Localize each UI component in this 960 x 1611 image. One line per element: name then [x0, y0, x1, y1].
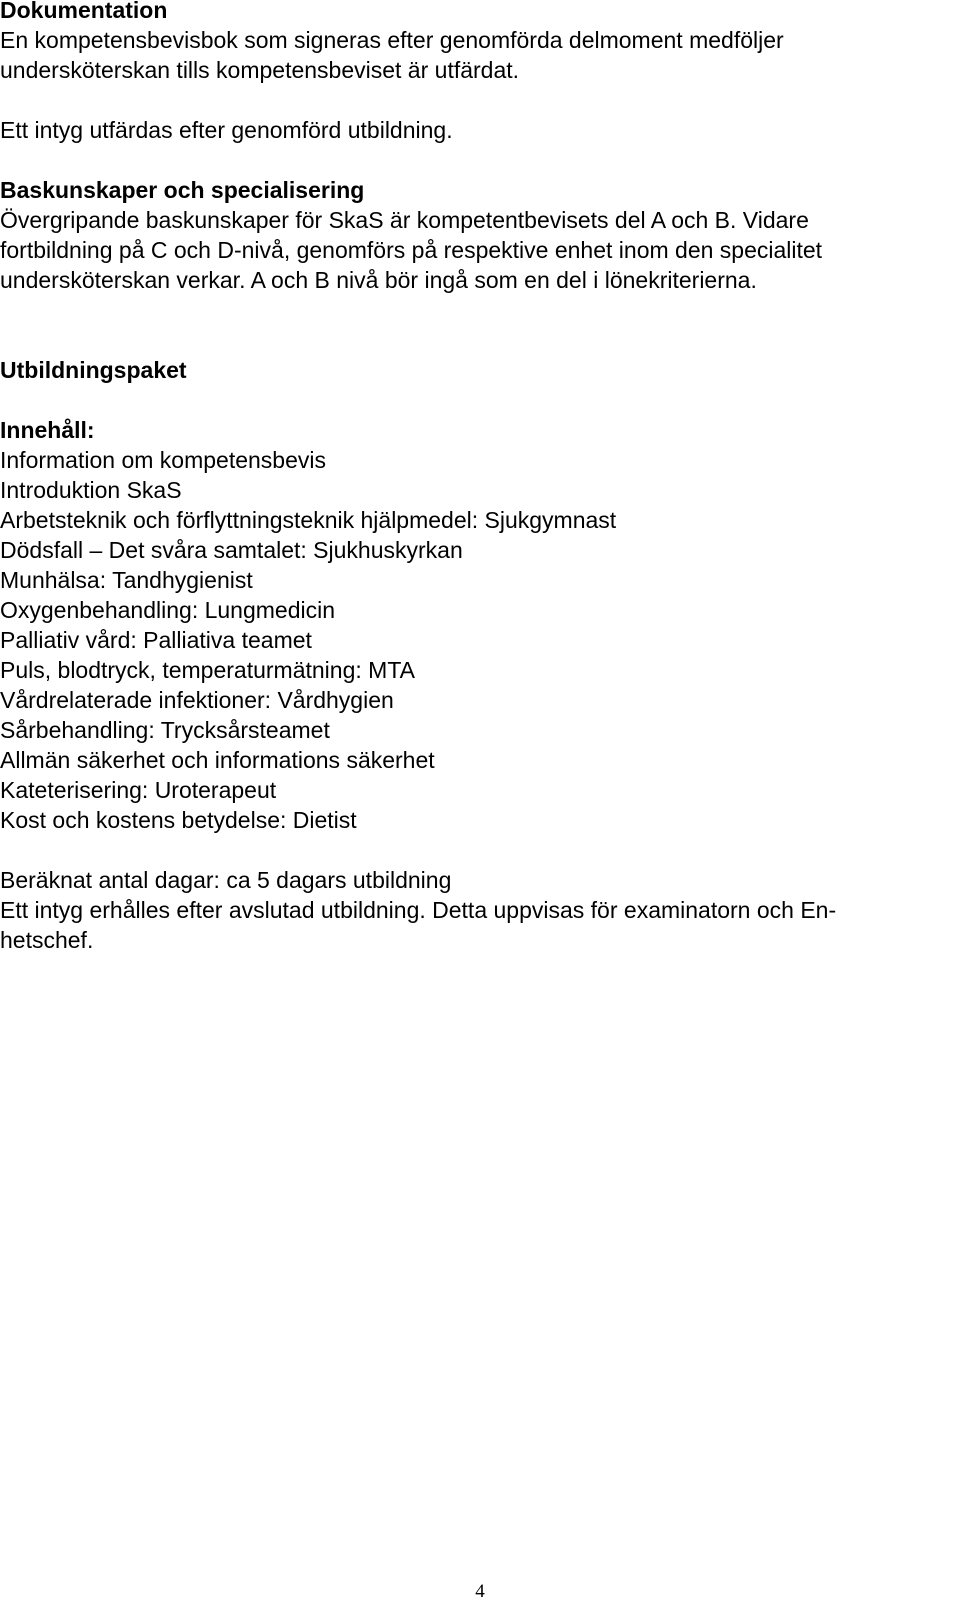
content-item: Palliativ vård: Palliativa teamet: [0, 627, 312, 653]
content-item: Puls, blodtryck, temperaturmätning: MTA: [0, 657, 415, 683]
content-item: Munhälsa: Tandhygienist: [0, 567, 253, 593]
documentation-line: En kompetensbevisbok som signeras efter genomförda delmoment medföljer: [0, 27, 784, 53]
spacer: [0, 835, 960, 865]
training-closing-line: hetschef.: [0, 927, 94, 953]
training-estimate: Beräknat antal dagar: ca 5 dagars utbildning: [0, 867, 452, 893]
content-item: Oxygenbehandling: Lungmedicin: [0, 597, 336, 623]
content-item: Sårbehandling: Trycksårsteamet: [0, 717, 330, 743]
documentation-heading: Dokumentation: [0, 0, 168, 23]
spacer: [0, 145, 960, 175]
content-item: Arbetsteknik och förflyttningsteknik hjälpmedel: Sjukgymnast: [0, 507, 617, 533]
basic-knowledge-section: [0, 175, 960, 355]
basic-knowledge-line: fortbildning på C och D-nivå, genomförs på respektive enhet inom den specialitet: [0, 237, 823, 263]
spacer: [0, 295, 960, 355]
content-item: Dödsfall – Det svåra samtalet: Sjukhuskyrkan: [0, 537, 463, 563]
training-closing-line: Ett intyg erhålles efter avslutad utbildning. Detta uppvisas för examinatorn och En-: [0, 897, 837, 923]
basic-knowledge-line: undersköterskan verkar. A och B nivå bör ingå som en del i lönekriterierna.: [0, 267, 757, 293]
documentation-section: [0, 0, 960, 175]
basic-knowledge-heading: Baskunskaper och specialisering: [0, 177, 365, 203]
training-package-section: [0, 355, 960, 955]
content-item: Information om kompetensbevis: [0, 447, 326, 473]
training-package-heading: Utbildningspaket: [0, 357, 187, 383]
content-item: Introduktion SkaS: [0, 477, 182, 503]
content-item: Allmän säkerhet och informations säkerhet: [0, 747, 435, 773]
content-item: Kateterisering: Uroterapeut: [0, 777, 277, 803]
content-item: Kost och kostens betydelse: Dietist: [0, 807, 357, 833]
basic-knowledge-line: Övergripande baskunskaper för SkaS är kompetentbevisets del A och B. Vidare: [0, 207, 809, 233]
page-number: 4: [475, 1581, 485, 1602]
documentation-line: undersköterskan tills kompetensbeviset är utfärdat.: [0, 57, 520, 83]
content-item: Vårdrelaterade infektioner: Vårdhygien: [0, 687, 394, 713]
documentation-certificate-line: Ett intyg utfärdas efter genomförd utbildning.: [0, 117, 453, 143]
spacer: [0, 85, 960, 115]
content-heading: Innehåll:: [0, 417, 95, 443]
spacer: [0, 385, 960, 415]
